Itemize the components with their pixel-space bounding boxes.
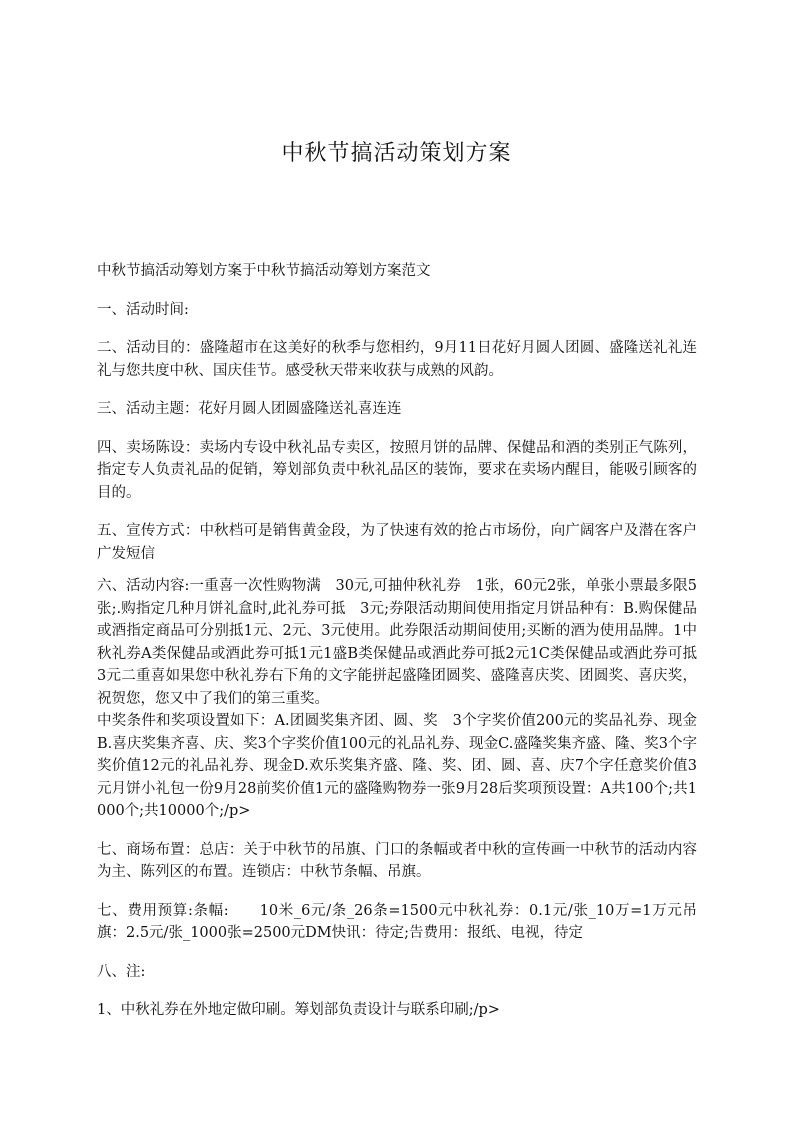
- section-store-display: 四、卖场陈设：卖场内专设中秋礼品专卖区，按照月饼的品牌、保健品和酒的类别正气陈列，指定专人负责礼品的促销，筹划部负责中秋礼品区的装饰，要求在卖场内醒目，能吸引顾客的目的。: [97, 439, 697, 501]
- document-title: 中秋节搞活动策划方案: [281, 141, 512, 166]
- section-activity-purpose: 二、活动目的：盛隆超市在这美好的秋季与您相约，9月11日花好月圆人团圆、盛隆送礼礼连礼与您共度中秋、国庆佳节。感受秋天带来收获与成熟的风韵。: [97, 340, 697, 379]
- section-activity-content: 六、活动内容:一重喜一次性购物满 30元,可抽仲秋礼券 1张，60元2张，单张小票最多限5张;.购指定几种月饼礼盒时,此礼券可抵 3元;券限活动期间使用指定月饼品种有：B.购保健品或酒指定商品可分别抵1元、2元、3元使用。此券限活动期间使用;买断的酒为使用品牌。1中秋礼券A类保健品或酒此券可抵1元1盛B类保健品或酒此券可抵2元1C类保健品或酒此券可抵3元二重喜如果您中秋礼券右下角的文字能拼起盛隆团圆奖、盛隆喜庆奖、团圆奖、喜庆奖，祝贺您，您又中了我们的第三重奖。: [97, 578, 697, 707]
- document-body: [97, 260, 697, 1038]
- section-store-layout: 七、商场布置：总店：关于中秋节的吊旗、门口的条幅或者中秋的宣传画一中秋节的活动内容为主、陈列区的布置。连锁店：中秋节条幅、吊旗。: [97, 841, 697, 880]
- section-prize-conditions: 中奖条件和奖项设置如下：A.团圆奖集齐团、圆、奖 3个字奖价值200元的奖品礼券、现金B.喜庆奖集齐喜、庆、奖3个字奖价值100元的礼品礼券、现金C.盛隆奖集齐盛、隆、奖3个字奖价值12元的礼品礼券、现金D.欢乐奖集齐盛、隆、奖、团、圆、喜、庆7个字任意奖价值3元月饼小礼包一份9月28前奖价值1元的盛隆购物券一张9月28后奖项预设置：A共100个;共1000个;共10000个;/p>: [97, 713, 697, 819]
- section-promotion-method: 五、宣传方式：中秋档可是销售黄金段，为了快速有效的抢占市场份，向广阔客户及潜在客户广发短信: [97, 523, 697, 562]
- section-budget: 七、费用预算:条幅: 10米_6元/条_26条=1500元中秋礼券：0.1元/张_10万=1万元吊旗：2.5元/张_1000张=2500元DM快讯：待定;告费用：报纸、电视，待定: [97, 902, 697, 941]
- section-activity-time: 一、活动时间:: [97, 301, 189, 318]
- note-item-1: 1、中秋礼券在外地定做印刷。筹划部负责设计与联系印刷;/p>: [97, 1002, 500, 1018]
- section-notes: 八、注:: [97, 963, 146, 980]
- section-activity-theme: 三、活动主题：花好月圆人团圆盛隆送礼喜连连: [97, 401, 402, 417]
- intro-paragraph: 中秋节搞活动筹划方案于中秋节搞活动筹划方案范文: [97, 263, 431, 279]
